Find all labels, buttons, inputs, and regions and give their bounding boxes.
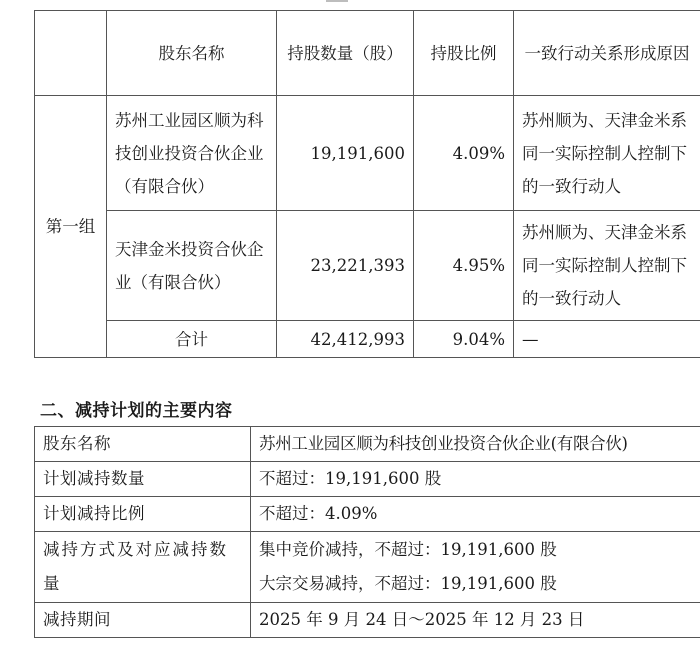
shareholder-table xyxy=(34,10,700,358)
holder-ratio: 4.09% xyxy=(414,96,514,211)
total-row xyxy=(35,321,700,358)
header-blank-cell xyxy=(35,11,107,96)
top-edge-mark xyxy=(326,0,348,2)
holder-reason: 苏州顺为、天津金米系同一实际控制人控制下的一致行动人 xyxy=(514,211,700,321)
plan-key-method: 减持方式及对应减持数量 xyxy=(35,532,251,603)
holder-reason: 苏州顺为、天津金米系同一实际控制人控制下的一致行动人 xyxy=(514,96,700,211)
top-edge xyxy=(0,0,700,4)
holder-name: 苏州工业园区顺为科技创业投资合伙企业（有限合伙） xyxy=(107,96,277,211)
plan-key-quantity: 计划减持数量 xyxy=(35,462,251,497)
holder-quantity: 23,221,393 xyxy=(277,211,414,321)
section-heading: 二、减持计划的主要内容 xyxy=(40,401,233,421)
total-reason: — xyxy=(514,321,700,358)
plan-row xyxy=(35,427,700,462)
table-header-row xyxy=(35,11,700,96)
header-reason: 一致行动关系形成原因 xyxy=(514,11,700,96)
plan-value-quantity: 不超过：19,191,600 股 xyxy=(251,462,700,497)
holder-ratio: 4.95% xyxy=(414,211,514,321)
plan-row xyxy=(35,532,700,603)
plan-value-holder: 苏州工业园区顺为科技创业投资合伙企业(有限合伙) xyxy=(251,427,700,462)
plan-key-period: 减持期间 xyxy=(35,603,251,638)
plan-key-holder: 股东名称 xyxy=(35,427,251,462)
reduction-plan-table xyxy=(34,426,700,638)
method-line-block: 大宗交易减持，不超过：19,191,600 股 xyxy=(259,574,557,593)
plan-key-ratio: 计划减持比例 xyxy=(35,497,251,532)
header-name: 股东名称 xyxy=(107,11,277,96)
total-label: 合计 xyxy=(107,321,277,358)
plan-value-period: 2025 年 9 月 24 日～2025 年 12 月 23 日 xyxy=(251,603,700,638)
total-ratio: 9.04% xyxy=(414,321,514,358)
method-line-auction: 集中竞价减持，不超过：19,191,600 股 xyxy=(259,540,557,559)
header-ratio: 持股比例 xyxy=(414,11,514,96)
plan-row xyxy=(35,603,700,638)
total-quantity: 42,412,993 xyxy=(277,321,414,358)
table-row xyxy=(35,211,700,321)
header-quantity: 持股数量（股） xyxy=(277,11,414,96)
plan-row xyxy=(35,497,700,532)
holder-name: 天津金米投资合伙企业（有限合伙） xyxy=(107,211,277,321)
plan-row xyxy=(35,462,700,497)
plan-value-method xyxy=(251,532,700,603)
group-label: 第一组 xyxy=(35,96,107,358)
table-row xyxy=(35,96,700,211)
plan-value-ratio: 不超过：4.09% xyxy=(251,497,700,532)
holder-quantity: 19,191,600 xyxy=(277,96,414,211)
